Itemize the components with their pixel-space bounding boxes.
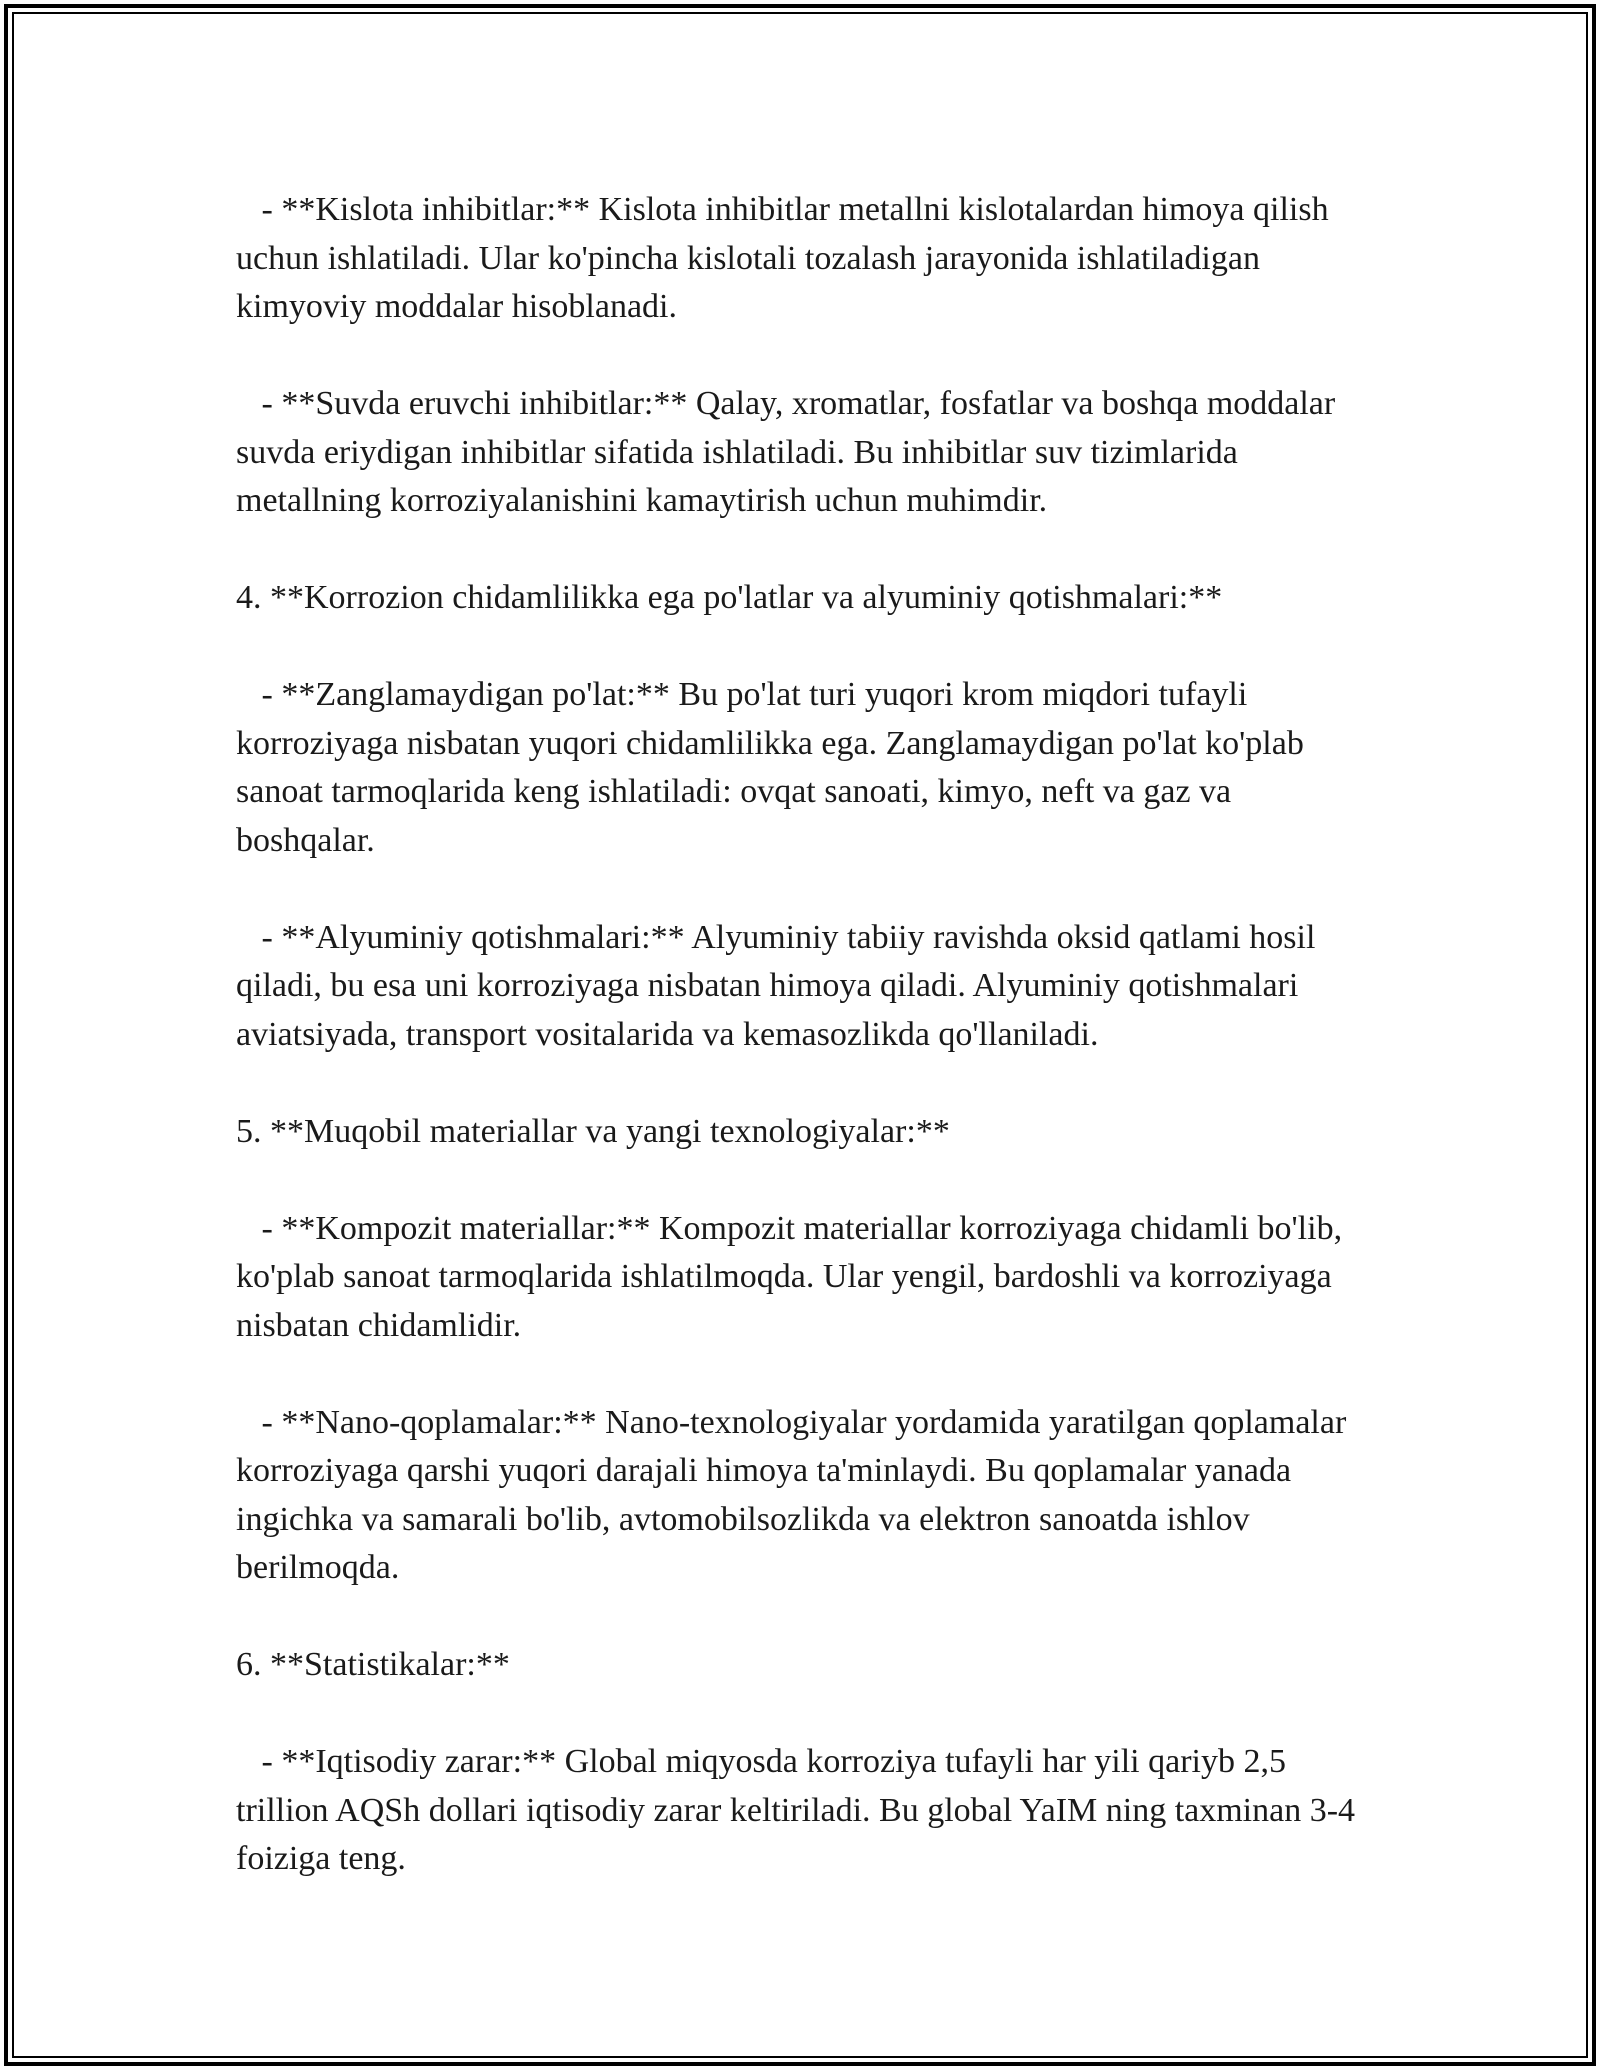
paragraph-economic-damage: - **Iqtisodiy zarar:** Global miqyosda korroziya tufayli har yili qariyb 2,5 trillion AQSh dollari iqtisodiy zarar keltiriladi. Bu global YaIM ning taxminan 3-4 foiziga teng.: [236, 1743, 1364, 1877]
paragraph-nano-coatings: - **Nano-qoplamalar:** Nano-texnologiyalar yordamida yaratilgan qoplamalar korroziyaga qarshi yuqori darajali himoya ta'minlaydi. Bu qoplamalar yanada ingichka va samarali bo'lib, avtomobilsozlikda va elektron sanoatda ishlov berilmoqda.: [236, 1403, 1355, 1586]
heading-corrosion-resistant-steels: 4. **Korrozion chidamlilikka ega po'latlar va alyuminiy qotishmalari:**: [236, 579, 1223, 616]
heading-alternative-materials: 5. **Muqobil materiallar va yangi texnologiyalar:**: [236, 1112, 950, 1150]
heading-statistics: 6. **Statistikalar:**: [236, 1646, 510, 1683]
paragraph-water-soluble-inhibitors: - **Suvda eruvchi inhibitlar:** Qalay, xromatlar, fosfatlar va boshqa moddalar suvda eriydigan inhibitlar sifatida ishlatiladi. Bu inhibitlar suv tizimlarida metallning korroziyalanishini kamaytirish uchun muhimdir.: [236, 385, 1344, 519]
paragraph-acid-inhibitors: - **Kislota inhibitlar:** Kislota inhibitlar metallni kislotalardan himoya qilish uchun ishlatiladi. Ular ko'pincha kislotali tozalash jarayonida ishlatiladigan kimyoviy moddalar hisoblanadi.: [236, 191, 1338, 325]
paragraph-stainless-steel: - **Zanglamaydigan po'lat:** Bu po'lat turi yuqori krom miqdori tufayli korroziyaga nisbatan yuqori chidamlilikka ega. Zanglamaydigan po'lat ko'plab sanoat tarmoqlarida keng ishlatiladi: ovqat sanoati, kimyo, neft va gaz va boshqalar.: [236, 676, 1313, 859]
paragraph-composite-materials: - **Kompozit materiallar:** Kompozit materiallar korroziyaga chidamli bo'lib, ko'plab sanoat tarmoqlarida ishlatilmoqda. Ular yengil, bardoshli va korroziyaga nisbatan chidamlidir.: [236, 1209, 1351, 1344]
paragraph-aluminium-alloys: - **Alyuminiy qotishmalari:** Alyuminiy tabiiy ravishda oksid qatlami hosil qiladi, bu esa uni korroziyaga nisbatan himoya qiladi. Alyuminiy qotishmalari aviatsiyada, transport vositalarida va kemasozlikda qo'llaniladi.: [236, 918, 1324, 1053]
document-body: [236, 186, 1376, 1884]
